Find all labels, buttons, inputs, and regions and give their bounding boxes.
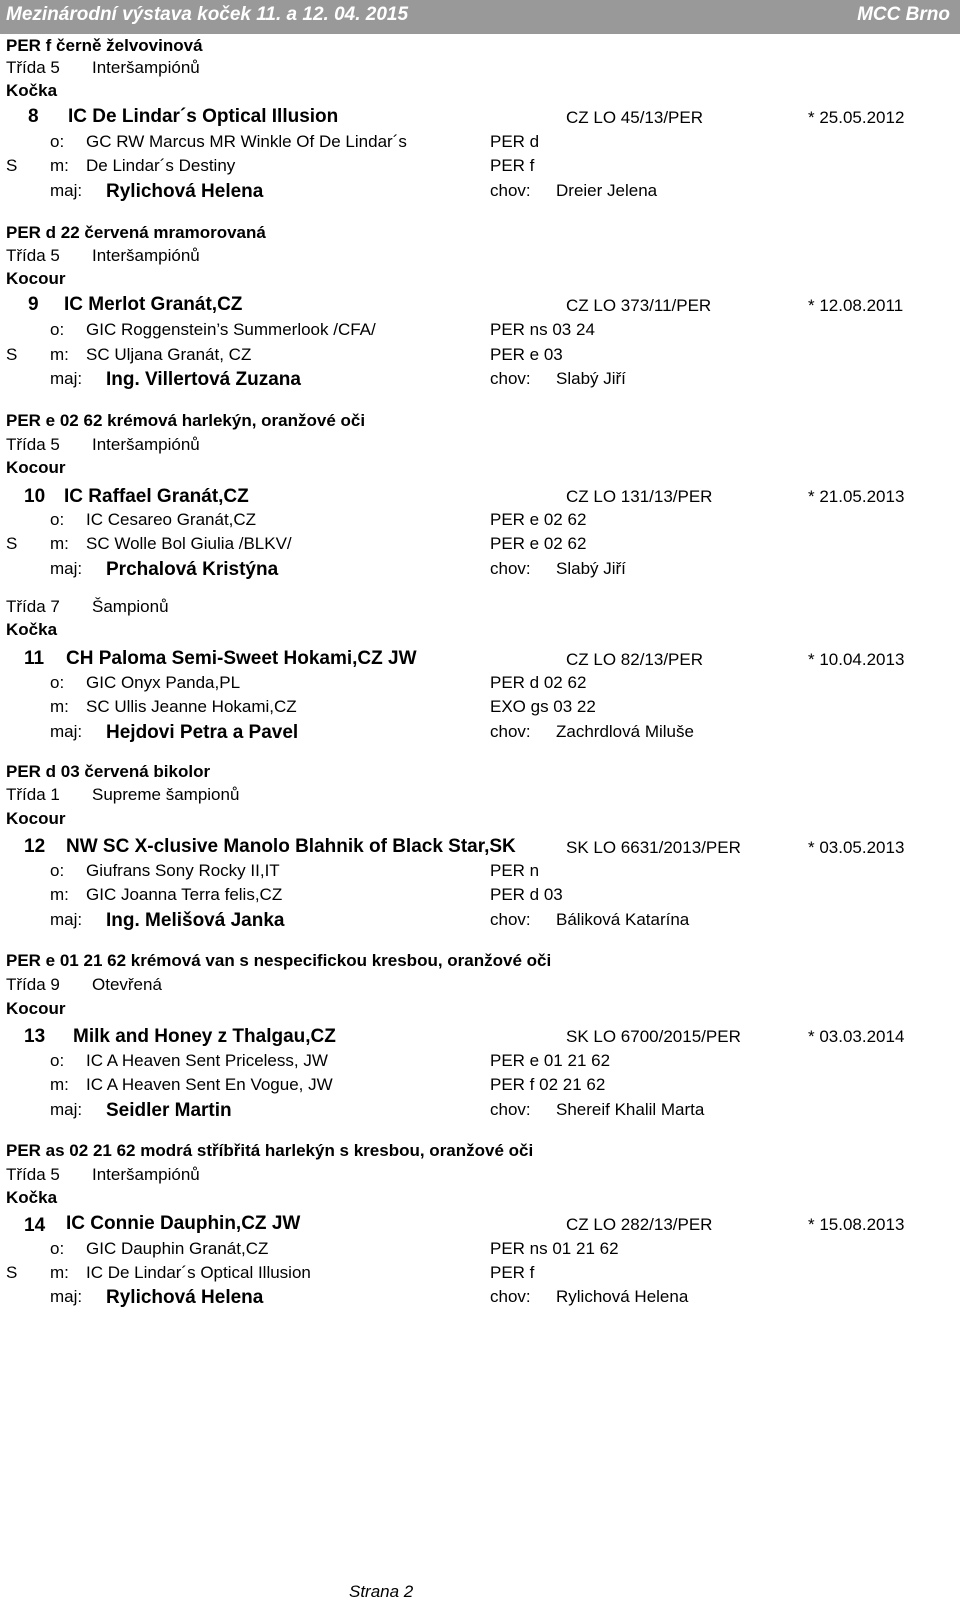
- breeder-name: Rylichová Helena: [556, 1287, 689, 1306]
- registration-number: CZ LO 45/13/PER: [566, 108, 704, 127]
- class-name: Interšampiónů: [92, 246, 200, 265]
- breed-group-title: PER f černě želvovinová: [6, 36, 203, 55]
- registration-number: CZ LO 373/11/PER: [566, 296, 712, 315]
- owner-label: maj:: [50, 181, 83, 200]
- dam-label: m:: [50, 156, 69, 175]
- s-marker: S: [6, 534, 18, 553]
- sire-color: PER e 02 62: [490, 510, 587, 529]
- entry-number: 11: [24, 648, 45, 669]
- breeder-label: chov:: [490, 722, 531, 741]
- sire-label: o:: [50, 132, 65, 151]
- sex-heading: Kočka: [6, 1188, 58, 1207]
- sire-name: IC Cesareo Granát,CZ: [86, 510, 257, 529]
- birth-date: * 12.08.2011: [808, 296, 904, 315]
- sex-heading: Kocour: [6, 269, 66, 288]
- breed-group-title: PER d 03 červená bikolor: [6, 762, 211, 781]
- registration-number: CZ LO 82/13/PER: [566, 650, 704, 669]
- owner-name: Prchalová Kristýna: [106, 559, 279, 580]
- dam-name: De Lindar´s Destiny: [86, 156, 236, 175]
- breeder-label: chov:: [490, 559, 531, 578]
- entry-number: 10: [24, 486, 46, 507]
- sire-name: GIC Dauphin Granát,CZ: [86, 1239, 269, 1258]
- dam-label: m:: [50, 885, 69, 904]
- dam-name: GIC Joanna Terra felis,CZ: [86, 885, 283, 904]
- class-name: Šampionů: [92, 597, 169, 616]
- s-marker: S: [6, 345, 18, 364]
- cat-name: IC Merlot Granát,CZ: [64, 294, 243, 315]
- dam-name: SC Wolle Bol Giulia /BLKV/: [86, 534, 292, 553]
- cat-name: Milk and Honey z Thalgau,CZ: [73, 1026, 336, 1047]
- breeder-label: chov:: [490, 1287, 531, 1306]
- birth-date: * 25.05.2012: [808, 108, 905, 127]
- cat-name: IC Raffael Granát,CZ: [64, 486, 249, 507]
- entry-number: 8: [28, 106, 39, 127]
- class-label: Třída 5: [6, 435, 60, 454]
- s-marker: S: [6, 156, 18, 175]
- dam-color: PER f: [490, 156, 535, 175]
- owner-label: maj:: [50, 910, 83, 929]
- dam-color: PER f 02 21 62: [490, 1075, 606, 1094]
- dam-label: m:: [50, 1075, 69, 1094]
- sex-heading: Kočka: [6, 81, 58, 100]
- registration-number: CZ LO 282/13/PER: [566, 1215, 713, 1234]
- dam-color: PER e 02 62: [490, 534, 587, 553]
- entry-number: 9: [28, 294, 39, 315]
- entry-number: 14: [24, 1215, 46, 1236]
- dam-name: SC Ullis Jeanne Hokami,CZ: [86, 697, 297, 716]
- dam-name: IC A Heaven Sent En Vogue, JW: [86, 1075, 333, 1094]
- sire-color: PER ns 01 21 62: [490, 1239, 619, 1258]
- breeder-label: chov:: [490, 369, 531, 388]
- owner-name: Seidler Martin: [106, 1100, 232, 1121]
- class-label: Třída 7: [6, 597, 60, 616]
- sire-label: o:: [50, 1239, 65, 1258]
- class-name: Supreme šampionů: [92, 785, 240, 804]
- dam-color: EXO gs 03 22: [490, 697, 596, 716]
- dam-label: m:: [50, 1263, 69, 1282]
- dam-label: m:: [50, 345, 69, 364]
- birth-date: * 03.03.2014: [808, 1027, 905, 1046]
- class-name: Interšampiónů: [92, 58, 200, 77]
- sire-name: GIC Roggenstein’s Summerlook /CFA/: [86, 320, 376, 339]
- sire-name: GC RW Marcus MR Winkle Of De Lindar´s: [86, 132, 407, 151]
- sire-label: o:: [50, 510, 65, 529]
- entry-number: 13: [24, 1026, 46, 1047]
- dam-color: PER d 03: [490, 885, 563, 904]
- birth-date: * 15.08.2013: [808, 1215, 905, 1234]
- sex-heading: Kočka: [6, 620, 58, 639]
- entry-number: 12: [24, 836, 46, 857]
- owner-name: Ing. Melišová Janka: [106, 910, 285, 931]
- breeder-label: chov:: [490, 181, 531, 200]
- registration-number: CZ LO 131/13/PER: [566, 487, 713, 506]
- registration-number: SK LO 6631/2013/PER: [566, 838, 741, 857]
- breeder-name: Slabý Jiří: [556, 559, 626, 578]
- sex-heading: Kocour: [6, 809, 66, 828]
- owner-label: maj:: [50, 559, 83, 578]
- registration-number: SK LO 6700/2015/PER: [566, 1027, 741, 1046]
- owner-label: maj:: [50, 1100, 83, 1119]
- class-label: Třída 5: [6, 246, 60, 265]
- sire-label: o:: [50, 673, 65, 692]
- class-label: Třída 1: [6, 785, 60, 804]
- s-marker: S: [6, 1263, 18, 1282]
- cat-name: CH Paloma Semi-Sweet Hokami,CZ JW: [66, 648, 417, 669]
- cat-name: IC De Lindar´s Optical Illusion: [68, 106, 339, 127]
- breeder-name: Dreier Jelena: [556, 181, 658, 200]
- birth-date: * 10.04.2013: [808, 650, 905, 669]
- sire-label: o:: [50, 1051, 65, 1070]
- breed-group-title: PER as 02 21 62 modrá stříbřitá harlekýn s kresbou, oranžové oči: [6, 1141, 534, 1160]
- class-label: Třída 5: [6, 58, 60, 77]
- breeder-name: Slabý Jiří: [556, 369, 626, 388]
- sire-name: GIC Onyx Panda,PL: [86, 673, 241, 692]
- cat-name: NW SC X-clusive Manolo Blahnik of Black Star,SK: [66, 836, 516, 857]
- birth-date: * 03.05.2013: [808, 838, 905, 857]
- show-title: Mezinárodní výstava koček 11. a 12. 04. 2015: [6, 4, 409, 25]
- class-name: Interšampiónů: [92, 435, 200, 454]
- breed-group-title: PER d 22 červená mramorovaná: [6, 223, 266, 242]
- sire-name: IC A Heaven Sent Priceless, JW: [86, 1051, 328, 1070]
- page-number: Strana 2: [349, 1582, 414, 1601]
- breed-group-title: PER e 01 21 62 krémová van s nespecifickou kresbou, oranžové oči: [6, 951, 552, 970]
- dam-name: SC Uljana Granát, CZ: [86, 345, 252, 364]
- owner-label: maj:: [50, 369, 83, 388]
- sire-label: o:: [50, 861, 65, 880]
- birth-date: * 21.05.2013: [808, 487, 905, 506]
- dam-color: PER f: [490, 1263, 535, 1282]
- sex-heading: Kocour: [6, 458, 66, 477]
- class-label: Třída 9: [6, 975, 60, 994]
- dam-color: PER e 03: [490, 345, 563, 364]
- club-name: MCC Brno: [857, 4, 950, 25]
- breed-group-title: PER e 02 62 krémová harlekýn, oranžové oči: [6, 411, 366, 430]
- dam-name: IC De Lindar´s Optical Illusion: [86, 1263, 311, 1282]
- sire-color: PER ns 03 24: [490, 320, 595, 339]
- breeder-name: Báliková Katarína: [556, 910, 690, 929]
- sire-name: Giufrans Sony Rocky II,IT: [86, 861, 280, 880]
- sire-color: PER d: [490, 132, 540, 151]
- class-name: Otevřená: [92, 975, 162, 994]
- sire-color: PER d 02 62: [490, 673, 587, 692]
- owner-label: maj:: [50, 722, 83, 741]
- owner-name: Hejdovi Petra a Pavel: [106, 722, 299, 743]
- sex-heading: Kocour: [6, 999, 66, 1018]
- breeder-label: chov:: [490, 910, 531, 929]
- sire-color: PER n: [490, 861, 540, 880]
- sire-color: PER e 01 21 62: [490, 1051, 611, 1070]
- dam-label: m:: [50, 697, 69, 716]
- cat-name: IC Connie Dauphin,CZ JW: [66, 1213, 301, 1234]
- sire-label: o:: [50, 320, 65, 339]
- breeder-name: Shereif Khalil Marta: [556, 1100, 705, 1119]
- class-label: Třída 5: [6, 1165, 60, 1184]
- owner-label: maj:: [50, 1287, 83, 1306]
- dam-label: m:: [50, 534, 69, 553]
- class-name: Interšampiónů: [92, 1165, 200, 1184]
- breeder-label: chov:: [490, 1100, 531, 1119]
- breeder-name: Zachrdlová Miluše: [556, 722, 694, 741]
- owner-name: Ing. Villertová Zuzana: [106, 369, 301, 390]
- owner-name: Rylichová Helena: [106, 1287, 264, 1308]
- owner-name: Rylichová Helena: [106, 181, 264, 202]
